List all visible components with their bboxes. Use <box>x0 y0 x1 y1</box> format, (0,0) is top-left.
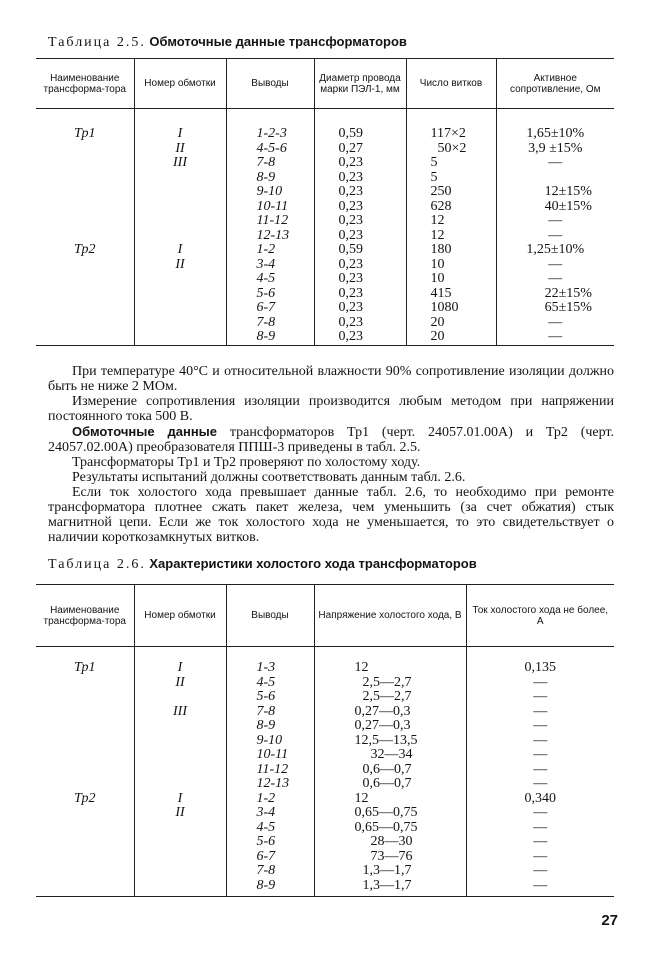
transformer-tr1: Тр1 <box>74 660 96 675</box>
output: 4-5-6 <box>256 140 287 156</box>
output: 8-9 <box>256 169 276 185</box>
voltage: 0,27—0,3 <box>354 718 411 733</box>
current: — <box>533 776 548 791</box>
winding: I <box>177 660 183 675</box>
cell-diameters <box>314 109 406 346</box>
diameter: 0,23 <box>338 300 363 315</box>
output: 3-4 <box>256 805 276 820</box>
output: 8-9 <box>256 877 276 893</box>
output: 11-12 <box>256 761 289 777</box>
page-number: 27 <box>601 912 618 929</box>
body-text <box>48 364 614 545</box>
diameter: 0,23 <box>338 184 363 199</box>
diameter: 0,23 <box>338 198 363 214</box>
current: — <box>533 834 548 849</box>
turns: 20 <box>430 329 445 344</box>
diameter: 0,27 <box>338 140 363 156</box>
table-2-6-title: Характеристики холостого хода трансформаторов <box>149 556 477 571</box>
turns: 20 <box>430 314 445 330</box>
turns: 117×2 <box>430 126 466 141</box>
resistance: — <box>548 314 563 330</box>
current: — <box>533 703 548 719</box>
output: 5-6 <box>256 689 276 704</box>
output: 11-12 <box>256 213 289 228</box>
turns: 1080 <box>430 300 459 315</box>
paragraph: Если ток холостого хода превышает данные табл. 2.6, то необходимо при ремонте трансформатора плотнее сжать пакет железа, чем уменьшить (за счет обжатия) стык магнитной цепи. Если же ток холостого хода не уменьшается, то это свидетельствует о наличии короткозамкнутых витков. <box>48 485 614 545</box>
winding: II <box>175 674 185 690</box>
voltage: 0,27—0,3 <box>354 703 411 719</box>
winding: I <box>177 126 183 141</box>
voltage: 12,5—13,5 <box>354 732 418 748</box>
resistance: 65±15% <box>544 300 592 315</box>
voltage: 12 <box>354 660 369 675</box>
resistance: 1,25±10% <box>526 242 585 257</box>
turns: 12 <box>430 213 445 228</box>
voltage: 32—34 <box>370 747 413 762</box>
transformer-tr2: Тр2 <box>74 242 96 257</box>
resistance: 1,65±10% <box>526 126 585 141</box>
header-outputs: Выводы <box>226 59 314 109</box>
winding: II <box>175 256 185 272</box>
output: 6-7 <box>256 300 276 315</box>
cell-current <box>466 647 614 897</box>
output: 12-13 <box>256 227 290 243</box>
output: 8-9 <box>256 718 276 733</box>
voltage: 73—76 <box>370 848 413 864</box>
output: 10-11 <box>256 198 289 214</box>
header-winding: Номер обмотки <box>134 585 226 647</box>
winding: II <box>175 805 185 820</box>
resistance: 40±15% <box>544 198 592 214</box>
header-voltage: Напряжение холостого хода, В <box>314 585 466 647</box>
resistance: — <box>548 271 563 286</box>
voltage: 0,65—0,75 <box>354 805 418 820</box>
voltage: 0,6—0,7 <box>362 776 412 791</box>
transformer-tr2: Тр2 <box>74 790 96 806</box>
header-transformer: Наименование трансформа-тора <box>43 72 126 95</box>
header-resistance: Активное сопротивление, Ом <box>496 59 614 109</box>
output: 7-8 <box>256 155 276 170</box>
table-2-6 <box>36 584 614 897</box>
cell-windings <box>134 109 226 346</box>
resistance <box>497 171 615 186</box>
turns: 250 <box>430 184 452 199</box>
turns: 5 <box>430 155 438 170</box>
output: 4-5 <box>256 674 276 690</box>
output: 4-5 <box>256 271 276 286</box>
current: — <box>533 863 548 878</box>
voltage: 0,6—0,7 <box>362 761 412 777</box>
paragraph: Измерение сопротивления изоляции производится любым методом при напряжении постоянного тока 500 В. <box>48 394 614 424</box>
resistance: 3,9 ±15% <box>528 140 583 156</box>
resistance: — <box>548 213 563 228</box>
winding: II <box>175 140 185 156</box>
header-turns: Число витков <box>406 59 496 109</box>
winding: I <box>177 242 183 257</box>
current: — <box>533 747 548 762</box>
cell-windings <box>134 647 226 897</box>
paragraph: Трансформаторы Тр1 и Тр2 проверяют по холостому ходу. <box>72 455 421 470</box>
turns: 12 <box>430 227 445 243</box>
output: 7-8 <box>256 314 276 330</box>
table-2-5 <box>36 58 614 346</box>
output: 9-10 <box>256 732 283 748</box>
current: — <box>533 689 548 704</box>
output: 6-7 <box>256 848 276 864</box>
table-2-5-caption <box>48 34 407 51</box>
header-winding: Номер обмотки <box>134 59 226 109</box>
table-2-5-label: Таблица 2.5. <box>48 35 146 50</box>
output: 5-6 <box>256 834 276 849</box>
paragraph-bold-lead: Обмоточные данные <box>72 424 218 439</box>
winding: I <box>177 790 183 806</box>
cell-outputs <box>226 647 314 897</box>
diameter: 0,59 <box>338 242 363 257</box>
current: — <box>533 718 548 733</box>
turns: 10 <box>430 271 445 286</box>
diameter: 0,23 <box>338 227 363 243</box>
diameter: 0,59 <box>338 126 363 141</box>
output: 1-2-3 <box>256 126 287 141</box>
current: — <box>533 848 548 864</box>
current: — <box>533 674 548 690</box>
winding <box>135 690 226 705</box>
cell-transformers <box>36 647 134 897</box>
output: 5-6 <box>256 285 276 301</box>
paragraph: При температуре 40°С и относительной влажности 90% сопротивление изоляции должно быть не ниже 2 МОм. <box>48 364 614 394</box>
diameter: 0,23 <box>338 155 363 170</box>
current: — <box>533 877 548 893</box>
cell-turns <box>406 109 496 346</box>
voltage: 1,3—1,7 <box>362 863 412 878</box>
output: 10-11 <box>256 747 289 762</box>
resistance: 12±15% <box>544 184 592 199</box>
output: 4-5 <box>256 819 276 835</box>
paragraph: Результаты испытаний должны соответствовать данным табл. 2.6. <box>72 470 466 485</box>
current: 0,135 <box>524 660 556 675</box>
output: 3-4 <box>256 256 276 272</box>
winding: III <box>173 703 187 719</box>
output: 7-8 <box>256 703 276 719</box>
output: 1-2 <box>256 242 276 257</box>
voltage: 12 <box>354 790 369 806</box>
resistance: — <box>548 227 563 243</box>
output: 7-8 <box>256 863 276 878</box>
diameter: 0,23 <box>338 213 363 228</box>
diameter: 0,23 <box>338 271 363 286</box>
transformer-tr1: Тр1 <box>74 126 96 141</box>
voltage: 0,65—0,75 <box>354 819 418 835</box>
table-2-5-title: Обмоточные данные трансформаторов <box>149 34 407 49</box>
current: — <box>533 732 548 748</box>
cell-transformers <box>36 109 134 346</box>
turns: 415 <box>430 285 452 301</box>
output: 1-3 <box>256 660 276 675</box>
cell-resistance <box>496 109 614 346</box>
output: 8-9 <box>256 329 276 344</box>
voltage: 2,5—2,7 <box>362 674 412 690</box>
current: — <box>533 805 548 820</box>
turns: 10 <box>430 256 445 272</box>
turns: 180 <box>430 242 452 257</box>
diameter: 0,23 <box>338 329 363 344</box>
resistance: — <box>548 256 563 272</box>
voltage: 28—30 <box>370 834 413 849</box>
paragraph <box>48 424 614 455</box>
header-outputs: Выводы <box>226 585 314 647</box>
diameter: 0,23 <box>338 169 363 185</box>
cell-voltage <box>314 647 466 897</box>
current: 0,340 <box>524 790 556 806</box>
diameter: 0,23 <box>338 256 363 272</box>
voltage: 2,5—2,7 <box>362 689 412 704</box>
output: 12-13 <box>256 776 290 791</box>
table-2-6-label: Таблица 2.6. <box>48 557 146 572</box>
header-diameter: Диаметр провода марки ПЭЛ-1, мм <box>314 59 406 109</box>
header-current: Ток холостого хода не более, А <box>466 585 614 647</box>
turns: 5 <box>430 169 438 185</box>
resistance: — <box>548 329 563 344</box>
winding: III <box>173 155 187 170</box>
output: 1-2 <box>256 790 276 806</box>
resistance: — <box>548 155 563 170</box>
output: 9-10 <box>256 184 283 199</box>
diameter: 0,23 <box>338 314 363 330</box>
turns: 628 <box>430 198 452 214</box>
diameter: 0,23 <box>338 285 363 301</box>
paragraph-rest: трансформаторов Тр1 (черт. 24057.01.00А) и Тр2 (черт. 24057.02.00А) преобразователя ППШ-3 приведены в табл. 2.5. <box>48 425 615 455</box>
current: — <box>533 819 548 835</box>
header-transformer: Наименование трансформа-тора <box>43 604 126 627</box>
resistance: 22±15% <box>544 285 592 301</box>
voltage: 1,3—1,7 <box>362 877 412 893</box>
turns: 50×2 <box>437 140 467 156</box>
table-2-6-caption <box>48 556 477 573</box>
cell-outputs <box>226 109 314 346</box>
current: — <box>533 761 548 777</box>
